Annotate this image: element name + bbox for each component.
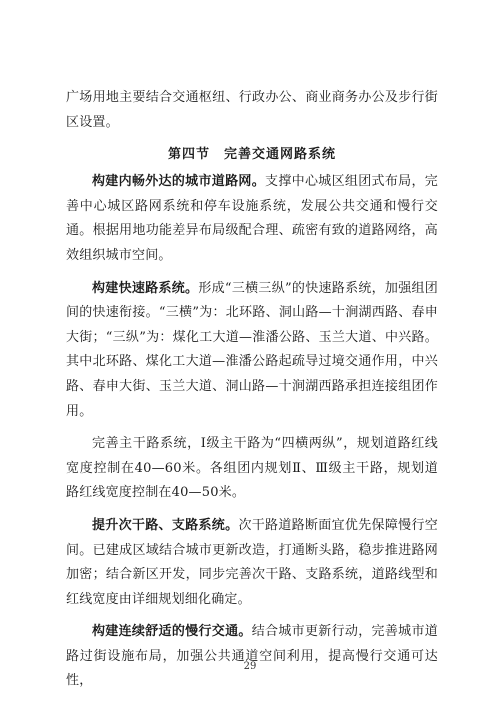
paragraph-arterial [66,432,438,506]
paragraph-secondary-roads [66,514,438,612]
paragraph-lead: 构建连续舒适的慢行交通。 [92,624,252,640]
page-number: 29 [243,661,257,672]
paragraph-text: 结合城市更新行动，完善城市道路过街设施布局，加强公共通道空间利用，提高慢行交通可达性， [66,624,438,689]
paragraph-plaza-land [66,86,438,135]
paragraph-text: 完善主干路系统，Ⅰ级主干路为“四横两纵”，规划道路红线宽度控制在40—60米。各组团内规划Ⅱ、Ⅲ级主干路，规划道路红线宽度控制在40—50米。 [66,436,438,501]
paragraph-road-network [66,170,438,268]
paragraph-expressway [66,277,438,425]
paragraph-text: 形成“三横三纵”的快速路系统，加强组团间的快速衔接。“三横”为：北环路、洞山路—十涧湖西路、春申大街；“三纵”为：煤化工大道—淮潘公路、玉兰大道、中兴路。其中北环路、煤化工大道—淮潘公路起疏导过境交通作用，中兴路、春申大街、玉兰大道、洞山路—十涧湖西路承担连接组团作用。 [66,280,438,419]
paragraph-text: 次干路道路断面宜优先保障慢行空间。已建成区域结合城市更新改造，打通断头路，稳步推进路网加密；结合新区开发，同步完善次干路、支路系统，道路线型和红线宽度由详细规划细化确定。 [66,517,438,607]
paragraph-lead: 构建内畅外达的城市道路网。 [92,174,266,190]
paragraph-text: 支撑中心城区组团式布局，完善中心城区路网系统和停车设施系统，发展公共交通和慢行交通。根据用地功能差异布局级配合理、疏密有致的道路网络，高效组织城市空间。 [66,174,438,263]
paragraph-slow-traffic [66,620,438,694]
paragraph-text: 广场用地主要结合交通枢纽、行政办公、商业商务办公及步行街区设置。 [66,90,438,130]
paragraph-lead: 提升次干路、支路系统。 [92,517,239,533]
section-title: 第四节 完善交通网路系统 [167,147,336,163]
paragraph-lead: 构建快速路系统。 [92,280,199,296]
page-content [66,86,438,702]
